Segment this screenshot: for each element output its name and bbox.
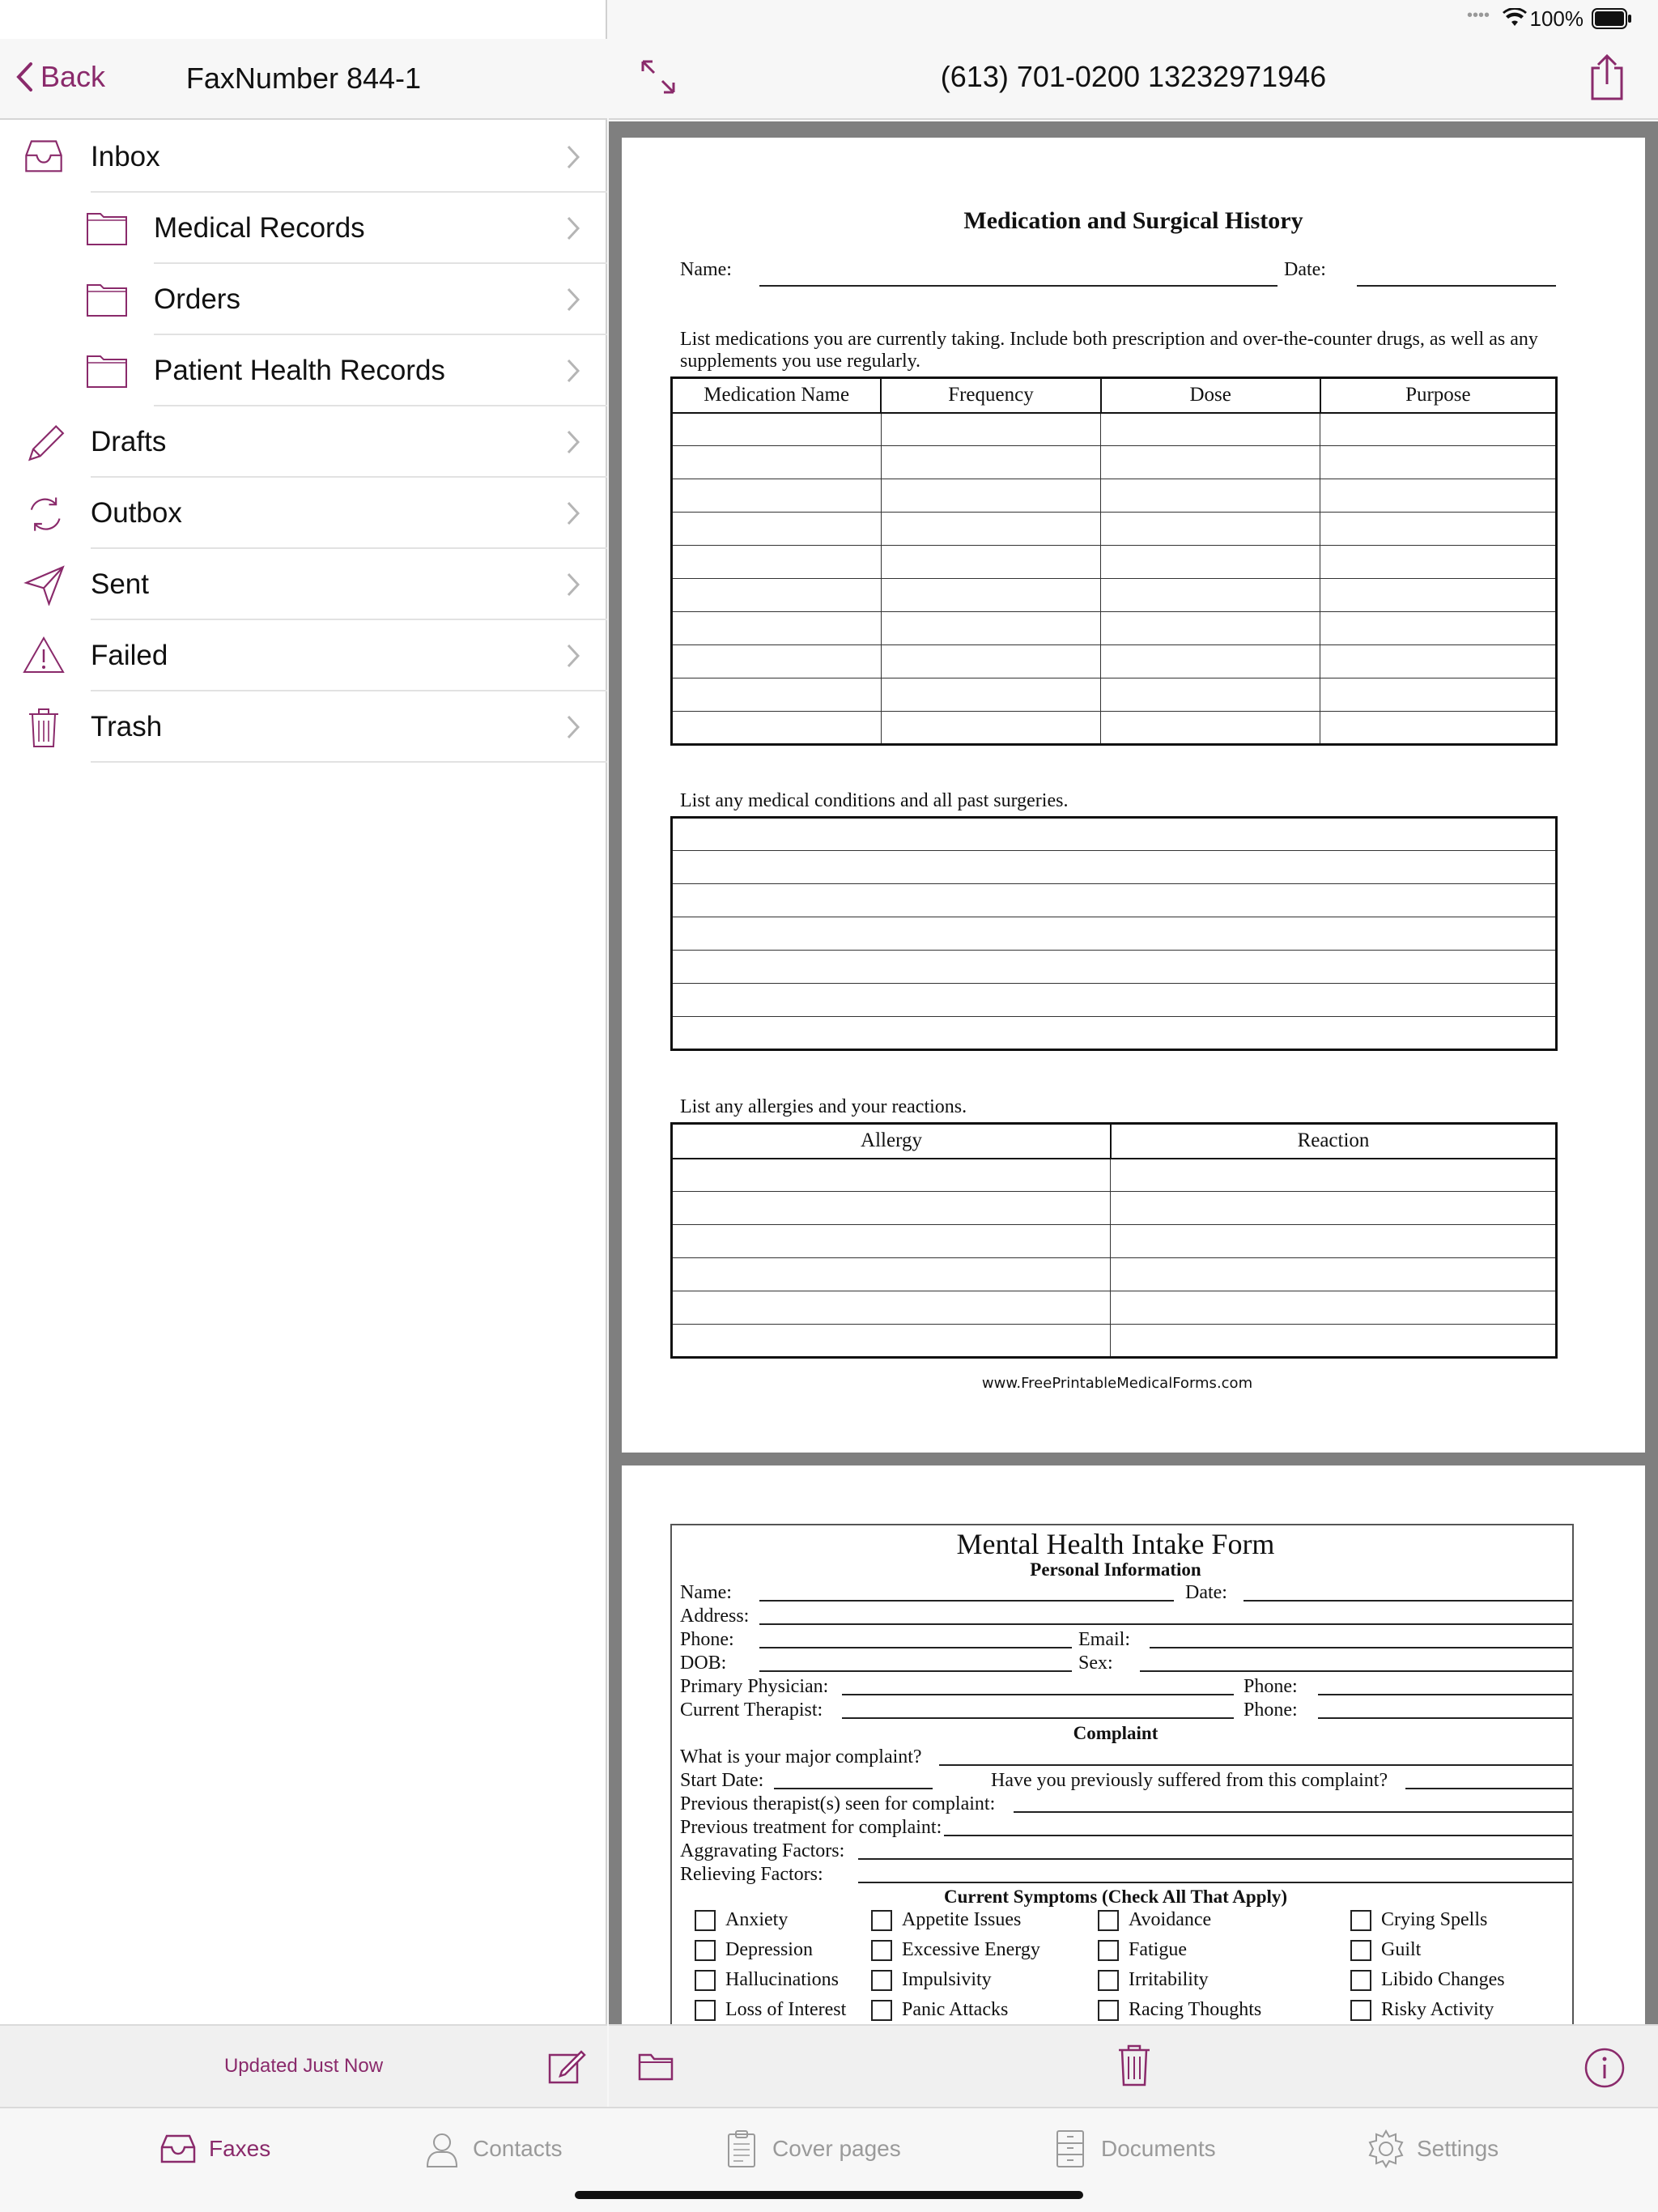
table-row [672, 413, 1557, 446]
physician-phone-label: Phone: [1244, 1676, 1298, 1697]
checkbox-square [695, 1910, 716, 1931]
prev-treatment-label: Previous treatment for complaint: [680, 1817, 942, 1838]
symptom-label: Risky Activity [1381, 1999, 1494, 2020]
empty-cell [1101, 546, 1320, 579]
table-row [672, 712, 1557, 745]
wifi-icon [1503, 8, 1527, 28]
prev-treatment-line [944, 1835, 1572, 1836]
column-header: Allergy [672, 1124, 1111, 1159]
symptom-checkbox-item [871, 1999, 1008, 2021]
name-line [759, 285, 1278, 287]
table-row [672, 479, 1557, 513]
document-page-2 [622, 1465, 1645, 2024]
previous-suffered-line [1405, 1788, 1572, 1789]
empty-cell [1101, 479, 1320, 513]
table-row [672, 678, 1557, 712]
empty-cell [672, 1325, 1111, 1358]
empty-cell [672, 1017, 1557, 1050]
physician-label: Primary Physician: [680, 1676, 829, 1697]
prev-therapists-line [1014, 1811, 1572, 1813]
symptom-checkbox-item [871, 1909, 1021, 1931]
pencil-icon [23, 421, 65, 463]
symptom-label: Racing Thoughts [1129, 1999, 1262, 2020]
table-row [672, 1325, 1557, 1358]
inbox-icon [23, 136, 65, 178]
tab-label: Documents [1101, 2136, 1216, 2161]
empty-cell [881, 579, 1100, 612]
empty-cell [672, 413, 882, 446]
symptom-label: Hallucinations [725, 1969, 839, 1990]
table-row [672, 546, 1557, 579]
conditions-table [670, 816, 1558, 1051]
trash-icon [23, 706, 65, 748]
empty-cell [881, 479, 1100, 513]
tab-documents[interactable] [1051, 2129, 1216, 2168]
symptom-label: Impulsivity [902, 1969, 992, 1990]
date-line [1357, 285, 1556, 287]
folder-row-sent[interactable] [0, 549, 607, 620]
folder-row-medical-records[interactable] [0, 193, 607, 264]
info-icon[interactable] [1584, 2047, 1626, 2089]
chevron-right-icon [565, 143, 581, 171]
tab-label: Cover pages [772, 2136, 901, 2161]
column-header: Reaction [1111, 1124, 1557, 1159]
table-row [672, 1291, 1557, 1325]
intake-date-label: Date: [1185, 1582, 1227, 1603]
share-icon[interactable] [1588, 53, 1626, 102]
delete-trash-icon[interactable] [1117, 2044, 1151, 2087]
intake-date-line [1244, 1600, 1572, 1602]
dob-line [759, 1670, 1072, 1672]
column-header: Purpose [1320, 378, 1557, 413]
row-separator [91, 761, 607, 763]
column-header: Medication Name [672, 378, 882, 413]
warning-icon [23, 635, 65, 677]
chevron-right-icon [565, 428, 581, 456]
page2-title: Mental Health Intake Form [956, 1528, 1275, 1560]
empty-cell [672, 1225, 1111, 1258]
home-indicator [575, 2191, 1083, 2199]
folder-label: Inbox [91, 141, 160, 172]
empty-cell [1320, 479, 1557, 513]
empty-cell [672, 984, 1557, 1017]
intake-name-line [759, 1600, 1174, 1602]
symptom-checkbox-item [1350, 1999, 1494, 2021]
empty-cell [881, 612, 1100, 645]
email-label: Email: [1078, 1629, 1130, 1650]
tab-label: Contacts [473, 2136, 563, 2161]
chevron-right-icon [565, 500, 581, 527]
tab-label: Faxes [209, 2136, 271, 2161]
empty-cell [1320, 546, 1557, 579]
empty-cell [881, 413, 1100, 446]
symptom-label: Guilt [1381, 1939, 1422, 1960]
empty-cell [1111, 1325, 1557, 1358]
checkbox-square [695, 1940, 716, 1961]
table-row [672, 579, 1557, 612]
document-viewer[interactable] [609, 121, 1658, 2024]
table-row [672, 851, 1557, 884]
folder-label: Trash [91, 711, 163, 742]
checkbox-square [1350, 1940, 1371, 1961]
empty-cell [672, 446, 882, 479]
table-row [672, 1159, 1557, 1192]
empty-cell [881, 513, 1100, 546]
empty-cell [1101, 678, 1320, 712]
tab-cover-pages[interactable] [722, 2129, 901, 2168]
clipboard-icon [722, 2129, 761, 2168]
symptom-checkbox-item [695, 1999, 846, 2021]
checkbox-square [695, 1970, 716, 1991]
checkbox-square [1350, 2000, 1371, 2021]
email-line [1150, 1647, 1572, 1648]
battery-percent: 100% [1529, 6, 1584, 31]
phone-line [759, 1647, 1072, 1648]
compose-icon[interactable] [547, 2047, 586, 2086]
symptom-checkbox-item [1098, 1939, 1187, 1961]
chevron-right-icon [565, 215, 581, 242]
fax-number-title: FaxNumber 844-1 [185, 62, 422, 95]
prev-therapists-label: Previous therapist(s) seen for complaint: [680, 1793, 996, 1814]
empty-cell [672, 884, 1557, 917]
table-row [672, 446, 1557, 479]
empty-cell [1320, 612, 1557, 645]
checkbox-square [1098, 2000, 1119, 2021]
empty-cell [881, 446, 1100, 479]
table-row [672, 951, 1557, 984]
empty-cell [1111, 1225, 1557, 1258]
symptom-label: Appetite Issues [902, 1909, 1022, 1930]
empty-cell [672, 951, 1557, 984]
checkbox-square [871, 2000, 892, 2021]
address-label: Address: [680, 1606, 750, 1627]
table-row [672, 612, 1557, 645]
empty-cell [672, 513, 882, 546]
chevron-right-icon [565, 642, 581, 670]
folder-icon [86, 279, 128, 321]
empty-cell [672, 1159, 1111, 1192]
empty-cell [672, 1192, 1111, 1225]
sex-line [1140, 1670, 1572, 1672]
symptom-checkbox-item [695, 1969, 839, 1991]
person-icon [423, 2129, 461, 2168]
folder-label: Failed [91, 640, 168, 671]
symptom-checkbox-item [1098, 1909, 1211, 1931]
folder-label: Sent [91, 568, 149, 600]
empty-cell [672, 645, 882, 678]
folder-label: Outbox [91, 497, 182, 529]
symptom-label: Depression [725, 1939, 813, 1960]
symptom-checkbox-item [871, 1939, 1040, 1961]
tab-faxes[interactable] [159, 2129, 270, 2168]
therapist-phone-line [1318, 1717, 1572, 1719]
symptom-checkbox-item [1350, 1909, 1487, 1931]
phone-label: Phone: [680, 1629, 734, 1650]
checkbox-square [871, 1970, 892, 1991]
start-date-label: Start Date: [680, 1770, 764, 1791]
document-toolbar [609, 2024, 1658, 2107]
symptom-checkbox-item [1350, 1969, 1505, 1991]
table-row [672, 818, 1557, 851]
symptom-label: Irritability [1129, 1969, 1209, 1990]
table-row [672, 917, 1557, 951]
symptom-checkbox-item [1098, 1999, 1261, 2021]
checkbox-square [1098, 1910, 1119, 1931]
empty-cell [672, 579, 882, 612]
empty-cell [1101, 446, 1320, 479]
table-row [672, 1017, 1557, 1050]
empty-cell [672, 1258, 1111, 1291]
tab-contacts[interactable] [423, 2129, 563, 2168]
move-to-folder-icon[interactable] [638, 2052, 674, 2081]
chevron-right-icon [565, 713, 581, 741]
empty-cell [1101, 413, 1320, 446]
footer-url: www.FreePrintableMedicalForms.com [981, 1375, 1253, 1392]
checkbox-square [1350, 1970, 1371, 1991]
symptom-label: Loss of Interest [725, 1999, 847, 2020]
symptom-label: Anxiety [725, 1909, 789, 1930]
empty-cell [881, 712, 1100, 745]
folder-row-patient-health-records[interactable] [0, 335, 607, 406]
folder-label: Orders [154, 283, 240, 315]
complaint-heading: Complaint [1073, 1723, 1158, 1743]
column-header: Frequency [881, 378, 1100, 413]
checkbox-square [695, 2000, 716, 2021]
folder-label: Drafts [91, 426, 167, 457]
empty-cell [1320, 645, 1557, 678]
allergies-instructions: List any allergies and your reactions. [680, 1096, 967, 1117]
date-label: Date: [1284, 259, 1326, 280]
aggravating-label: Aggravating Factors: [680, 1840, 845, 1861]
dob-label: DOB: [680, 1653, 727, 1674]
folder-row-trash[interactable] [0, 691, 607, 763]
folder-row-inbox[interactable] [0, 121, 607, 193]
checkbox-square [1098, 1970, 1119, 1991]
empty-cell [672, 818, 1557, 851]
folder-icon [86, 207, 128, 249]
checkbox-square [1350, 1910, 1371, 1931]
empty-cell [672, 546, 882, 579]
symptom-label: Libido Changes [1381, 1969, 1505, 1990]
therapist-line [842, 1717, 1234, 1719]
symptoms-heading: Current Symptoms (Check All That Apply) [943, 1887, 1288, 1907]
symptom-checkbox-item [695, 1939, 813, 1961]
aggravating-line [858, 1858, 1572, 1860]
start-date-line [774, 1788, 933, 1789]
checkbox-square [871, 1910, 892, 1931]
symptom-checkbox-item [1350, 1939, 1421, 1961]
symptom-checkbox-item [695, 1909, 788, 1931]
allergies-table [670, 1122, 1558, 1359]
empty-cell [1101, 645, 1320, 678]
left-toolbar [0, 2024, 607, 2107]
chevron-right-icon [565, 286, 581, 313]
previous-suffered-label: Have you previously suffered from this complaint? [991, 1770, 1388, 1791]
empty-cell [672, 1291, 1111, 1325]
empty-cell [672, 612, 882, 645]
empty-cell [1320, 678, 1557, 712]
empty-cell [1101, 579, 1320, 612]
table-row [672, 884, 1557, 917]
mailbox-sidebar [0, 0, 607, 2212]
empty-cell [672, 479, 882, 513]
empty-cell [1111, 1159, 1557, 1192]
cabinet-icon [1051, 2129, 1090, 2168]
empty-cell [881, 678, 1100, 712]
folder-row-outbox[interactable] [0, 478, 607, 549]
empty-cell [1101, 513, 1320, 546]
back-label: Back [40, 60, 106, 93]
page1-title: Medication and Surgical History [963, 207, 1303, 234]
folder-icon [86, 350, 128, 392]
empty-cell [1101, 712, 1320, 745]
relieving-label: Relieving Factors: [680, 1864, 823, 1885]
fax-title: (613) 701-0200 13232971946 [940, 60, 1327, 93]
empty-cell [1111, 1291, 1557, 1325]
document-page-1 [622, 138, 1645, 1453]
folder-label: Patient Health Records [154, 355, 445, 386]
table-row [672, 513, 1557, 546]
empty-cell [1320, 513, 1557, 546]
chevron-right-icon [565, 571, 581, 598]
therapist-phone-label: Phone: [1244, 1699, 1298, 1721]
empty-cell [1101, 612, 1320, 645]
major-complaint-label: What is your major complaint? [680, 1746, 922, 1767]
empty-cell [672, 917, 1557, 951]
relieving-line [858, 1882, 1572, 1883]
major-complaint-line [939, 1764, 1572, 1766]
table-row [672, 984, 1557, 1017]
table-row [672, 1258, 1557, 1291]
empty-cell [1111, 1192, 1557, 1225]
physician-line [842, 1694, 1234, 1695]
empty-cell [672, 678, 882, 712]
therapist-label: Current Therapist: [680, 1699, 823, 1721]
column-header: Dose [1101, 378, 1320, 413]
empty-cell [1320, 413, 1557, 446]
conditions-instructions: List any medical conditions and all past surgeries. [680, 790, 1069, 811]
folder-row-failed[interactable] [0, 620, 607, 691]
empty-cell [881, 645, 1100, 678]
empty-cell [1320, 579, 1557, 612]
address-line [759, 1623, 1572, 1625]
symptom-label: Excessive Energy [902, 1939, 1040, 1960]
empty-cell [1320, 712, 1557, 745]
symptom-checkbox-item [871, 1969, 992, 1991]
fax-tray-icon [159, 2129, 198, 2168]
signal-icon: •••• [1467, 6, 1490, 24]
medications-table [670, 376, 1558, 746]
folder-row-drafts[interactable] [0, 406, 607, 478]
sync-icon [23, 492, 65, 534]
table-row [672, 1192, 1557, 1225]
empty-cell [881, 546, 1100, 579]
intake-name-label: Name: [680, 1582, 732, 1603]
name-label: Name: [680, 259, 732, 280]
empty-cell [672, 851, 1557, 884]
meds-instructions: List medications you are currently taking. Include both prescription and over-the-counter drugs, as well as any supplements you use regularly. [680, 329, 1538, 372]
tab-label: Settings [1417, 2136, 1499, 2161]
symptom-label: Avoidance [1129, 1909, 1212, 1930]
folder-row-orders[interactable] [0, 264, 607, 335]
table-row [672, 1225, 1557, 1258]
empty-cell [1111, 1258, 1557, 1291]
symptom-label: Panic Attacks [902, 1999, 1009, 2020]
checkbox-square [1098, 1940, 1119, 1961]
empty-cell [1320, 446, 1557, 479]
personal-info-heading: Personal Information [1030, 1559, 1201, 1580]
table-row [672, 645, 1557, 678]
symptom-label: Crying Spells [1381, 1909, 1488, 1930]
battery-icon [1592, 8, 1632, 29]
folder-label: Medical Records [154, 212, 365, 244]
left-navbar [0, 39, 607, 120]
gear-icon [1367, 2129, 1405, 2168]
empty-cell [672, 712, 882, 745]
symptom-checkbox-item [1098, 1969, 1209, 1991]
checkbox-square [871, 1940, 892, 1961]
sex-label: Sex: [1078, 1653, 1113, 1674]
paper-plane-icon [23, 564, 65, 606]
chevron-right-icon [565, 357, 581, 385]
symptom-label: Fatigue [1129, 1939, 1187, 1960]
physician-phone-line [1318, 1694, 1572, 1695]
tab-settings[interactable] [1367, 2129, 1499, 2168]
updated-status: Updated Just Now [223, 2055, 384, 2077]
document-navbar [609, 39, 1658, 120]
